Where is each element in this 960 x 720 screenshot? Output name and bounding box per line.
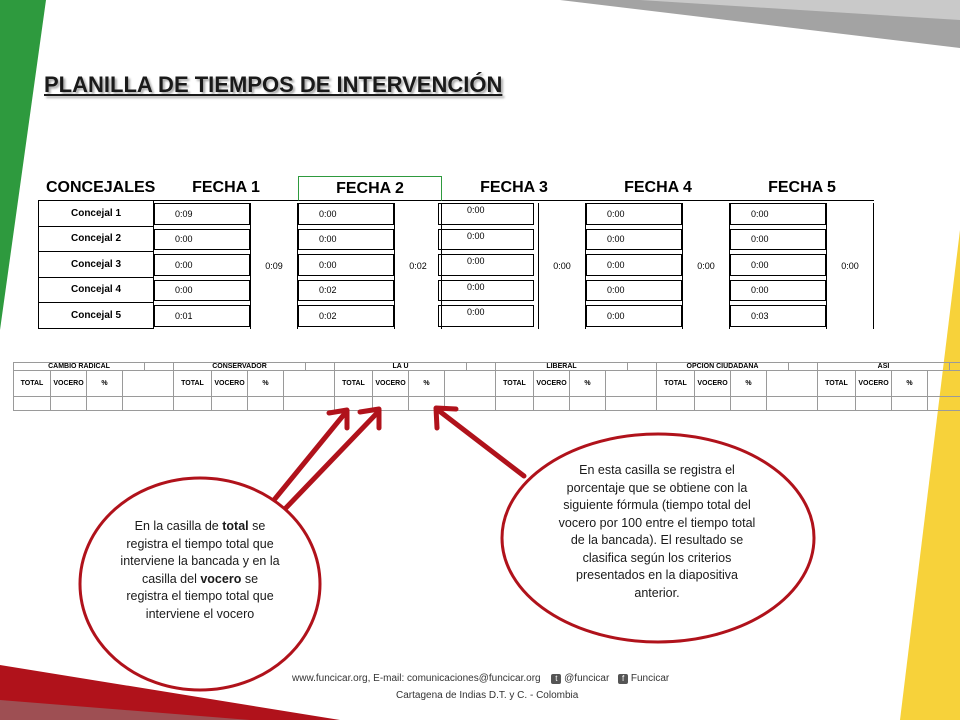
facebook-icon: f: [618, 674, 628, 684]
arrow-percent: [438, 410, 524, 476]
time-cell: 0:00: [730, 254, 826, 276]
time-cell: 0:00: [586, 280, 682, 302]
councillor-label: Concejal 2: [38, 227, 154, 253]
total-cell: 0:00: [682, 203, 730, 329]
party-column-header: %: [409, 371, 445, 397]
party-column-header: VOCERO: [695, 371, 731, 397]
callout-left-text-1: En la casilla de: [134, 519, 223, 533]
footer-twitter: @funcicar: [564, 673, 610, 684]
party-column-header: %: [248, 371, 284, 397]
callout-left-text-2: se registra el tiempo total que interviene la bancada y en la casilla del: [120, 519, 280, 586]
time-cell: 0:02: [298, 305, 394, 327]
header-fecha-1: FECHA 1: [154, 176, 298, 201]
time-cell: 0:00: [730, 229, 826, 251]
header-fecha-4: FECHA 4: [586, 176, 730, 201]
total-cell: 0:00: [538, 203, 586, 329]
party-name: OPCION CIUDADANA: [657, 362, 789, 371]
callout-right: En esta casilla se registra el porcentaje que se obtiene con la siguiente fórmula (tiempo total del vocero por 100 entre el tiempo total de la bancada). El resultado se clasifica según los criterios presentados en la diapositiva anterior.: [558, 463, 756, 600]
party-name: ASI: [818, 362, 950, 371]
time-cell: 0:00: [730, 280, 826, 302]
councillor-label: Concejal 3: [38, 252, 154, 278]
header-concejales: CONCEJALES: [38, 176, 154, 201]
total-cell: 0:02: [394, 203, 442, 329]
party-name: LA U: [335, 362, 467, 371]
time-cell: 0:00: [586, 229, 682, 251]
footer-line-2: Cartagena de Indias D.T. y C. - Colombia: [396, 690, 579, 701]
time-cell: 0:03: [730, 305, 826, 327]
party-column-header: %: [87, 371, 123, 397]
callout-left-bold-vocero: vocero: [200, 571, 242, 586]
time-cell: 0:01: [154, 305, 250, 327]
councillor-label: Concejal 5: [38, 303, 154, 329]
councillor-label: Concejal 4: [38, 278, 154, 304]
party-column-header: %: [892, 371, 928, 397]
callout-left-text-3: se registra el tiempo total que interviene el vocero: [126, 571, 274, 621]
party-column-header: VOCERO: [51, 371, 87, 397]
time-cell: 0:00: [586, 305, 682, 327]
party-name: CAMBIO RADICAL: [13, 362, 145, 371]
party-column-header: TOTAL: [818, 371, 856, 397]
callout-left-bold-total: total: [222, 519, 249, 533]
time-cell: 0:00: [586, 254, 682, 276]
header-fecha-2: FECHA 2: [298, 176, 442, 201]
party-name: CONSERVADOR: [174, 362, 306, 371]
time-cell: 0:00: [438, 203, 534, 225]
time-cell: 0:00: [438, 305, 534, 327]
party-name: LIBERAL: [496, 362, 628, 371]
party-column-header: TOTAL: [174, 371, 212, 397]
time-cell: 0:00: [586, 203, 682, 225]
total-cell: 0:00: [826, 203, 874, 329]
time-cell: 0:00: [298, 229, 394, 251]
party-column-header: TOTAL: [13, 371, 51, 397]
party-column-header: TOTAL: [657, 371, 695, 397]
time-cell: 0:02: [298, 280, 394, 302]
time-cell: 0:00: [438, 280, 534, 302]
party-column-header: VOCERO: [373, 371, 409, 397]
time-cell: 0:00: [154, 254, 250, 276]
party-column-header: VOCERO: [534, 371, 570, 397]
time-cell: 0:09: [154, 203, 250, 225]
party-column-header: TOTAL: [496, 371, 534, 397]
time-cell: 0:00: [730, 203, 826, 225]
time-cell: 0:00: [298, 254, 394, 276]
party-column-header: %: [731, 371, 767, 397]
footer-contact: www.funcicar.org, E-mail: comunicaciones@funcicar.org: [292, 673, 541, 684]
time-cell: 0:00: [298, 203, 394, 225]
time-cell: 0:00: [154, 229, 250, 251]
footer-line-1: [292, 673, 669, 684]
header-fecha-5: FECHA 5: [730, 176, 874, 201]
page-title: PLANILLA DE TIEMPOS DE INTERVENCIÓN: [44, 72, 503, 97]
header-fecha-3: FECHA 3: [442, 176, 586, 201]
councillor-label: Concejal 1: [38, 201, 154, 227]
arrow-vocero: [282, 412, 378, 512]
callout-left: [120, 518, 280, 623]
party-column-header: VOCERO: [856, 371, 892, 397]
footer-facebook: Funcicar: [630, 673, 670, 684]
time-cell: 0:00: [154, 280, 250, 302]
party-column-header: %: [570, 371, 606, 397]
time-cell: 0:00: [438, 254, 534, 276]
party-column-header: TOTAL: [335, 371, 373, 397]
party-column-header: VOCERO: [212, 371, 248, 397]
total-cell: 0:09: [250, 203, 298, 329]
twitter-icon: t: [551, 674, 561, 684]
time-cell: 0:00: [438, 229, 534, 251]
